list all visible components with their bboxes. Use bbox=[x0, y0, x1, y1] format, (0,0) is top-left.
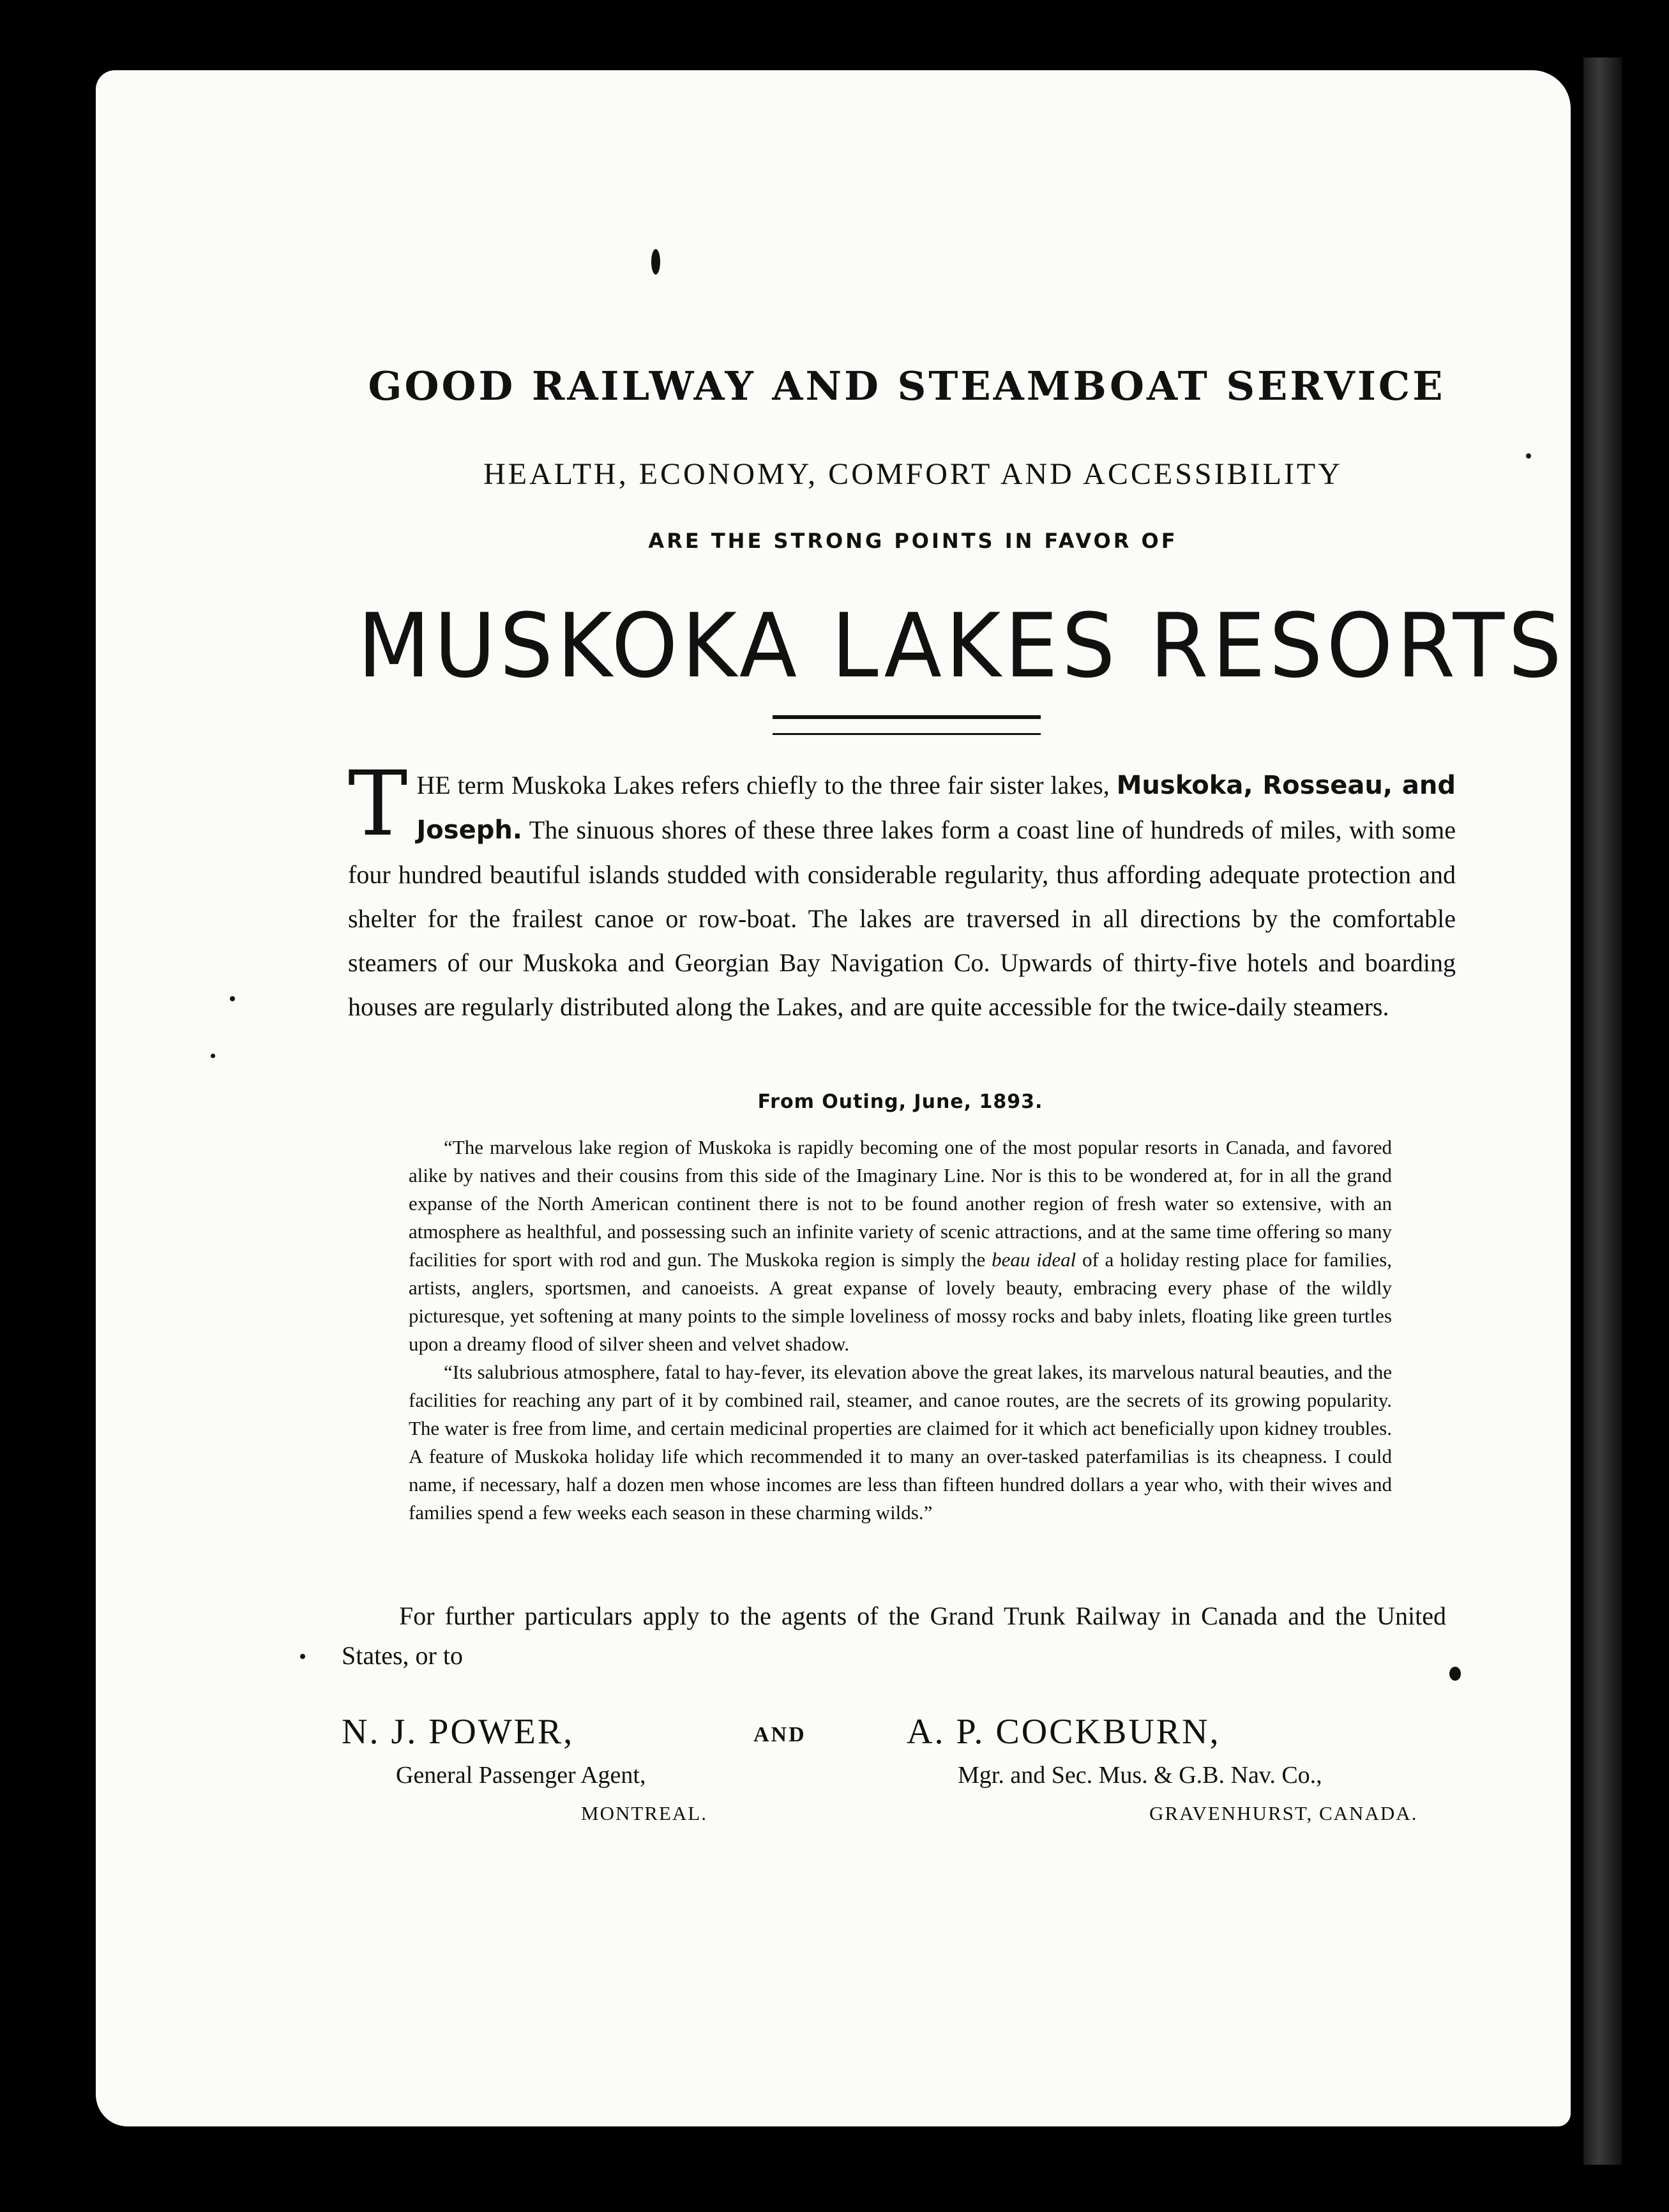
quote-paragraph-1 bbox=[409, 1133, 1392, 1358]
quote-source: From Outing, June, 1893. bbox=[757, 1091, 1043, 1113]
headline-service: GOOD RAILWAY AND STEAMBOAT SERVICE bbox=[368, 363, 1446, 409]
intro-lakes-bold: Muskoka, Rosseau, and Joseph. bbox=[416, 771, 1456, 845]
quote-italic-phrase: beau ideal bbox=[992, 1248, 1076, 1271]
agent2-city: GRAVENHURST, CANADA. bbox=[1149, 1802, 1418, 1824]
quote-paragraph-2: “Its salubrious atmosphere, fatal to hay-fever, its elevation above the great lakes, its marvelous natural beauties, and the facilities for reaching any part of it by combined rail, steamer, and canoe routes, are the secrets of its growing popularity. The water is free from lime, and certain medicinal properties are claimed for it which act beneficially upon kidney troubles. A feature of Muskoka holiday life which recommended it to many an over-tasked paterfamilias is its cheapness. I could name, if necessary, half a dozen men whose incomes are less than fifteen hundred dollars a year who, with their wives and families spend a few weeks each season in these charming wilds.” bbox=[409, 1361, 1392, 1524]
quote-text: “The marvelous lake region of Muskoka is rapidly becoming one of the most popular resorts in Canada, and favored alike by natives and their cousins from this side of the Imaginary Line. Nor is this to be wondered at, for in all the grand expanse of the North American continent there is not to be found another region of fresh water so extensive, with an atmosphere as healthful, and possessing such an infinite variety of scenic attractions, and at the same time offering so many facilities for sport with rod and gun. The Muskoka region is simply the bbox=[409, 1136, 1392, 1271]
headline-qualities: HEALTH, ECONOMY, COMFORT AND ACCESSIBILITY bbox=[483, 457, 1343, 491]
scan-speck bbox=[651, 249, 660, 275]
page-title: MUSKOKA LAKES RESORTS bbox=[358, 595, 1566, 698]
drop-cap: T bbox=[348, 752, 408, 856]
contact-paragraph: For further particulars apply to the agents of the Grand Trunk Railway in Canada and the United States, or to bbox=[342, 1602, 1446, 1670]
scan-speck bbox=[230, 996, 235, 1001]
quoted-passage bbox=[409, 1133, 1392, 1527]
scan-speck bbox=[1526, 453, 1531, 458]
agent1-city: MONTREAL. bbox=[581, 1802, 707, 1824]
scan-speck bbox=[300, 1654, 305, 1659]
scan-speck bbox=[211, 1054, 215, 1058]
quote-text: of a holiday resting place for families, artists, anglers, sportsmen, and canoeists. A great expanse of lovely beauty, embracing every phase of the wildly picturesque, yet softening at many points to the simple loveliness of mossy rocks and baby inlets, floating like green turtles upon a dreamy flood of silver sheen and velvet shadow. bbox=[409, 1248, 1392, 1355]
agent2-title: Mgr. and Sec. Mus. & G.B. Nav. Co., bbox=[958, 1762, 1322, 1789]
title-double-rule bbox=[773, 715, 1041, 735]
headline-points: ARE THE STRONG POINTS IN FAVOR OF bbox=[648, 529, 1178, 553]
intro-paragraph bbox=[348, 752, 1456, 1029]
agent1-name: N. J. POWER, bbox=[342, 1712, 575, 1752]
scan-speck bbox=[1449, 1667, 1461, 1681]
agents-conjunction: AND bbox=[753, 1723, 806, 1746]
intro-text-2: The sinuous shores of these three lakes form a coast line of hundreds of miles, with some four hundred beautiful islands studded with considerable regularity, thus affording adequate protection and shelter for the frailest canoe or row-boat. The lakes are traversed in all directions by the comfortable steamers of our Muskoka and Georgian Bay Navigation Co. Upwards of thirty-five hotels and boarding houses are regularly distributed along the Lakes, and are quite accessible for the twice-daily steamers. bbox=[348, 815, 1456, 1021]
agent2-name: A. P. COCKBURN, bbox=[907, 1712, 1221, 1752]
scan-edge-band bbox=[1583, 57, 1622, 2165]
intro-text-1: HE term Muskoka Lakes refers chiefly to the three fair sister lakes, bbox=[416, 771, 1117, 799]
agent1-title: General Passenger Agent, bbox=[396, 1762, 646, 1789]
